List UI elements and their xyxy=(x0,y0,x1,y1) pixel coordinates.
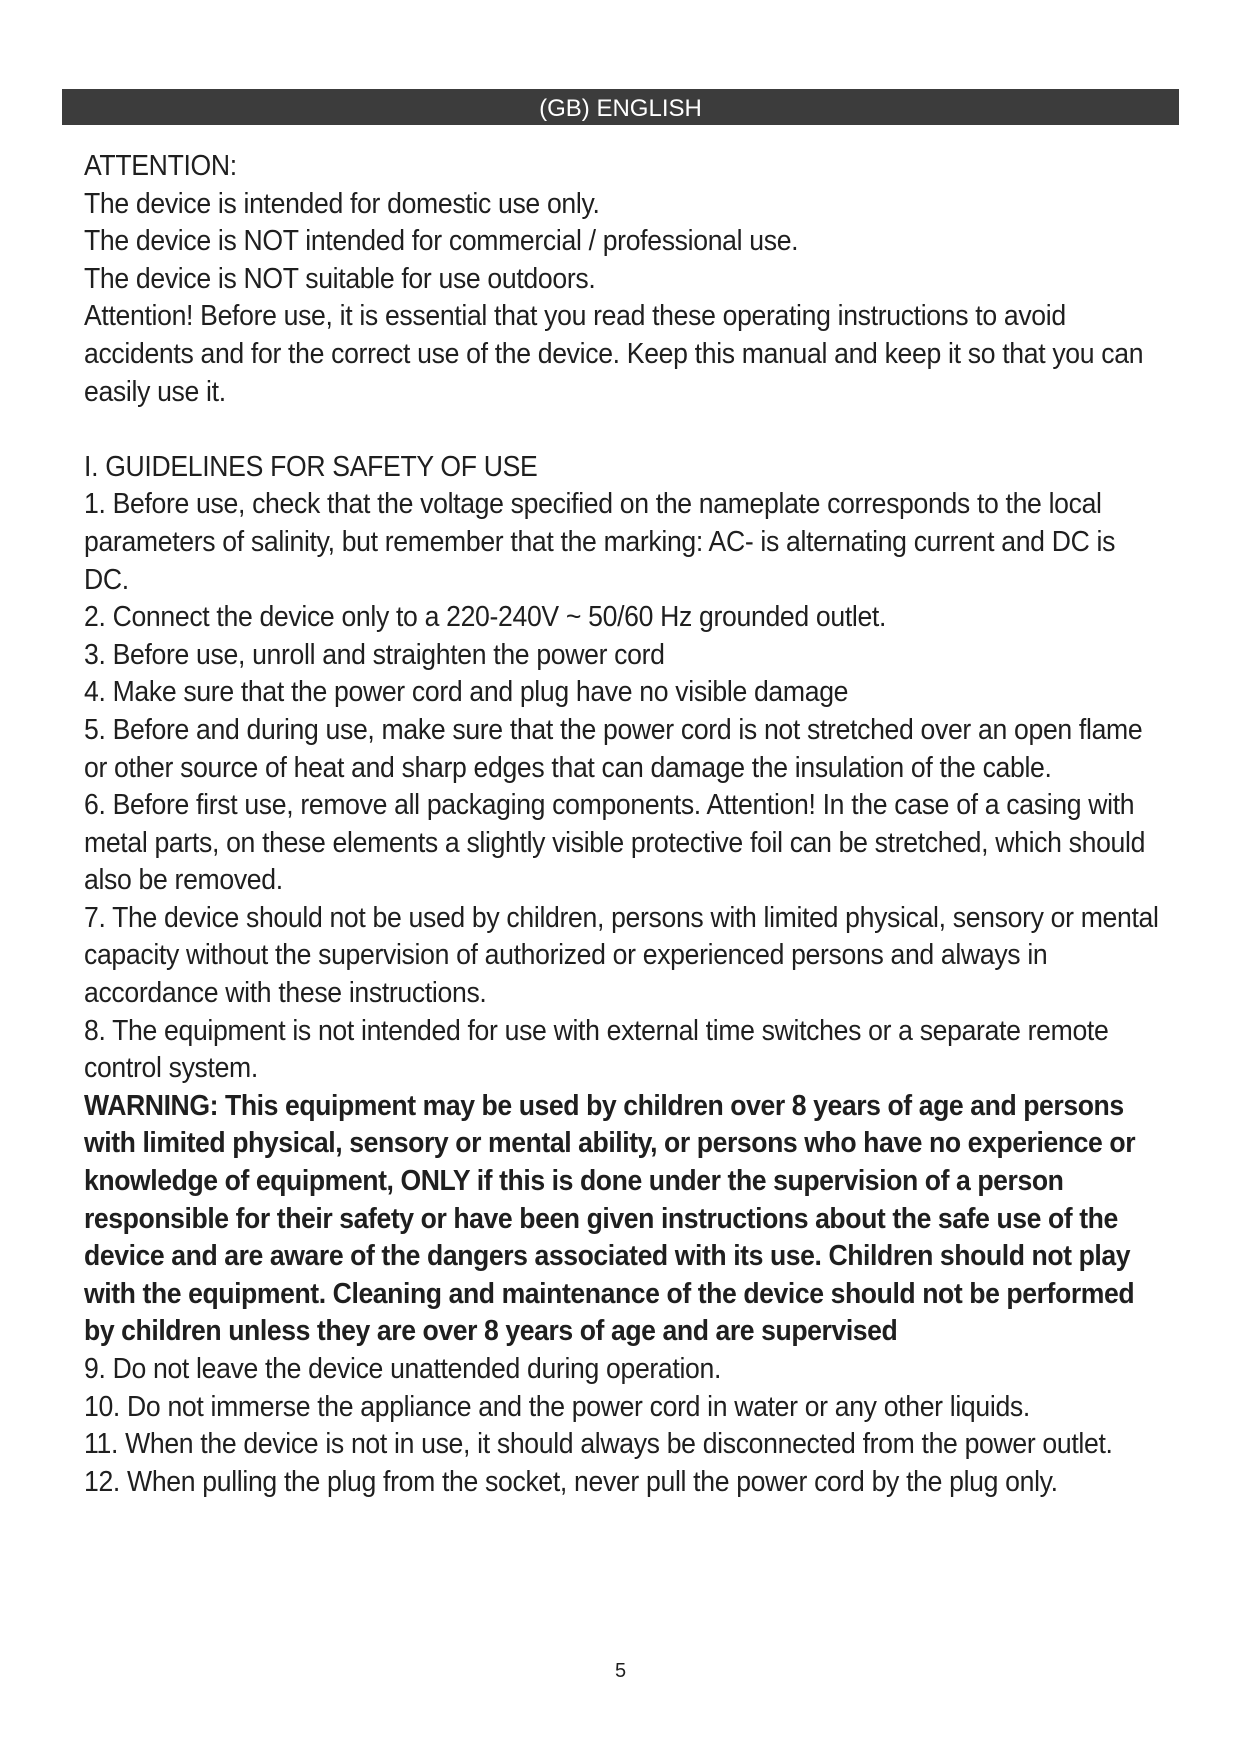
manual-content xyxy=(84,148,1164,1501)
guideline-item-8: 8. The equipment is not intended for use with external time switches or a separate remote control system. xyxy=(84,1014,1109,1085)
attention-line-domestic: The device is intended for domestic use only. xyxy=(84,187,600,220)
guideline-item-11: 11. When the device is not in use, it should always be disconnected from the power outlet. xyxy=(84,1428,1113,1461)
guideline-item-5: 5. Before and during use, make sure that the power cord is not stretched over an open flame or other source of heat and sharp edges that can damage the insulation of the cable. xyxy=(84,713,1143,784)
guideline-item-10: 10. Do not immerse the appliance and the power cord in water or any other liquids. xyxy=(84,1390,1030,1423)
guideline-item-6: 6. Before first use, remove all packaging components. Attention! In the case of a casing with metal parts, on these elements a slightly visible protective foil can be stretched, which should also be removed. xyxy=(84,789,1146,897)
guideline-item-3: 3. Before use, unroll and straighten the power cord xyxy=(84,638,665,671)
attention-title: ATTENTION: xyxy=(84,150,237,182)
guideline-item-1: 1. Before use, check that the voltage specified on the nameplate corresponds to the local parameters of salinity, but remember that the marking: AC- is alternating current and DC is DC. xyxy=(84,488,1116,596)
warning-paragraph: WARNING: This equipment may be used by children over 8 years of age and persons with limited physical, sensory or mental ability, or persons who have no experience or knowledge of equipment, ONLY if this is done under the supervision of a person responsible for their safety or have been given instructions about the safe use of the device and are aware of the dangers associated with its use. Children should not play with the equipment. Cleaning and maintenance of the device should not be performed by children unless they are over 8 years of age and are supervised xyxy=(84,1089,1136,1348)
language-header-bar xyxy=(62,89,1179,125)
guideline-item-12: 12. When pulling the plug from the socket, never pull the power cord by the plug only. xyxy=(84,1465,1058,1498)
attention-line-commercial: The device is NOT intended for commercial / professional use. xyxy=(84,225,799,258)
guideline-item-9: 9. Do not leave the device unattended during operation. xyxy=(84,1353,722,1385)
guideline-item-4: 4. Make sure that the power cord and plug have no visible damage xyxy=(84,676,849,709)
attention-line-outdoors: The device is NOT suitable for use outdoors. xyxy=(84,262,596,295)
section-spacer xyxy=(84,411,1164,449)
guideline-item-7: 7. The device should not be used by children, persons with limited physical, sensory or mental capacity without the supervision of authorized or experienced persons and always in accordance with these instructions. xyxy=(84,901,1159,1010)
language-label: (GB) ENGLISH xyxy=(539,95,702,122)
page-number: 5 xyxy=(614,1660,627,1682)
attention-line-read-instructions: Attention! Before use, it is essential that you read these operating instructions to avoid accidents and for the correct use of the device. Keep this manual and keep it so that you can easily use it. xyxy=(84,300,1144,408)
guideline-item-2: 2. Connect the device only to a 220-240V ~ 50/60 Hz grounded outlet. xyxy=(84,601,887,634)
guidelines-title: I. GUIDELINES FOR SAFETY OF USE xyxy=(84,450,538,483)
